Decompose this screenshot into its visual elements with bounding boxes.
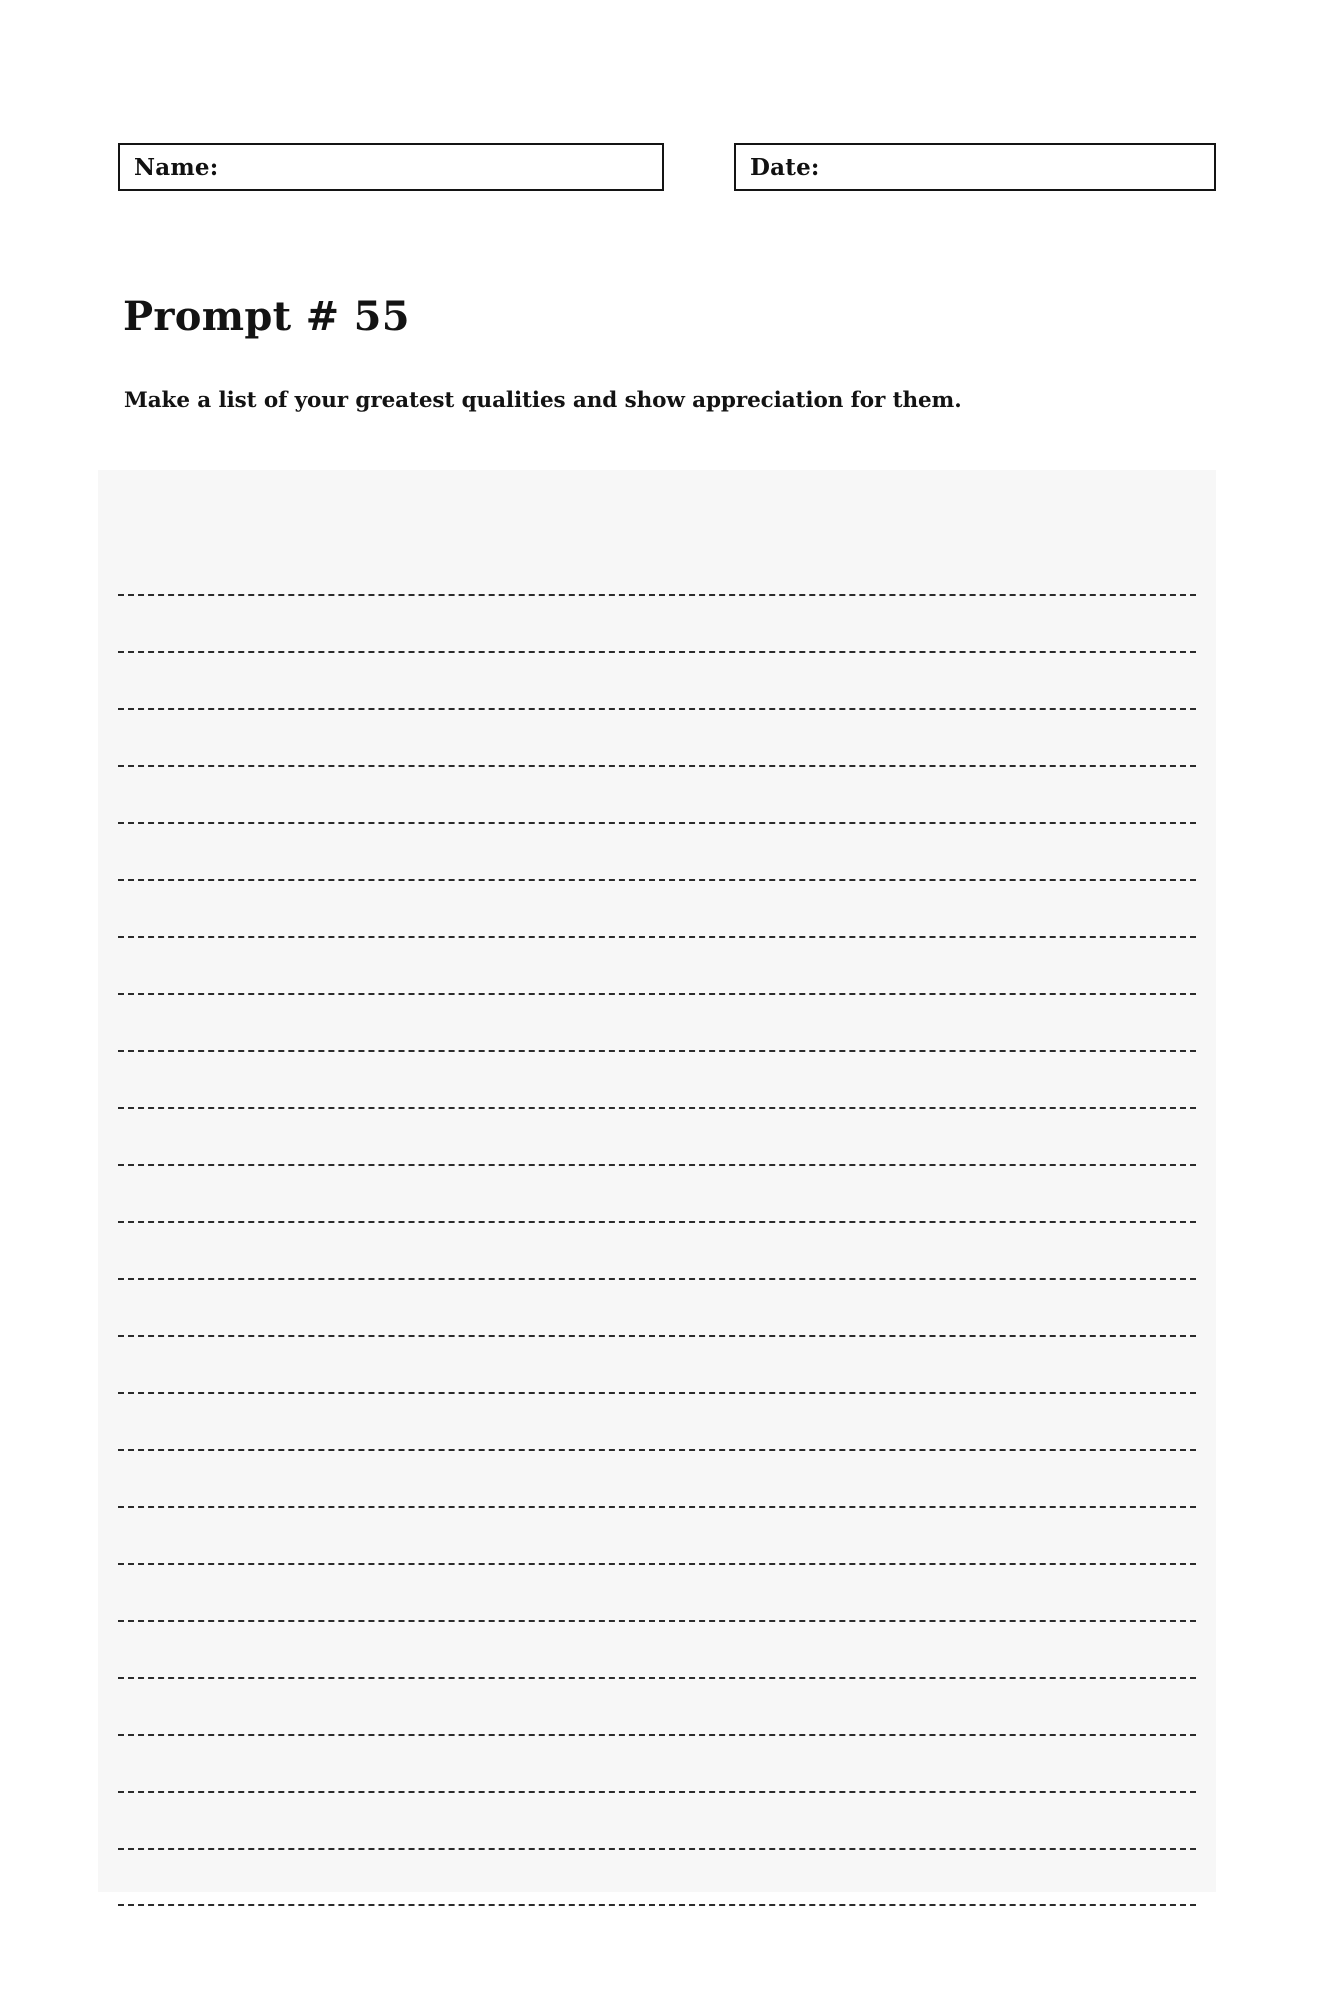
writing-line[interactable] (118, 596, 1196, 653)
date-label: Date: (750, 153, 820, 181)
prompt-instruction-text: Make a list of your greatest qualities and show appreciation for them. (124, 387, 962, 413)
writing-line[interactable] (118, 1622, 1196, 1679)
writing-line[interactable] (118, 938, 1196, 995)
date-input[interactable] (830, 150, 1214, 184)
writing-line[interactable] (118, 1337, 1196, 1394)
writing-line[interactable] (118, 1394, 1196, 1451)
header-fields-row (118, 143, 1216, 191)
writing-line[interactable] (118, 1280, 1196, 1337)
writing-line[interactable] (118, 1736, 1196, 1793)
writing-line[interactable] (118, 1565, 1196, 1622)
writing-line[interactable] (118, 1679, 1196, 1736)
writing-line[interactable] (118, 1508, 1196, 1565)
name-field-box[interactable] (118, 143, 664, 191)
writing-line[interactable] (118, 710, 1196, 767)
page-title: Prompt # 55 (123, 292, 410, 340)
writing-line[interactable] (118, 653, 1196, 710)
writing-line[interactable] (118, 767, 1196, 824)
writing-lines[interactable] (118, 539, 1196, 1906)
name-label: Name: (134, 153, 219, 181)
writing-line[interactable] (118, 881, 1196, 938)
writing-line[interactable] (118, 995, 1196, 1052)
writing-line[interactable] (118, 1109, 1196, 1166)
writing-line[interactable] (118, 1052, 1196, 1109)
date-field-box[interactable] (734, 143, 1216, 191)
writing-line[interactable] (118, 1166, 1196, 1223)
writing-line[interactable] (118, 539, 1196, 596)
writing-area[interactable] (98, 470, 1216, 1892)
writing-line[interactable] (118, 824, 1196, 881)
writing-line[interactable] (118, 1451, 1196, 1508)
writing-line[interactable] (118, 1850, 1196, 1906)
name-input[interactable] (228, 150, 662, 184)
writing-line[interactable] (118, 1793, 1196, 1850)
writing-line[interactable] (118, 1223, 1196, 1280)
